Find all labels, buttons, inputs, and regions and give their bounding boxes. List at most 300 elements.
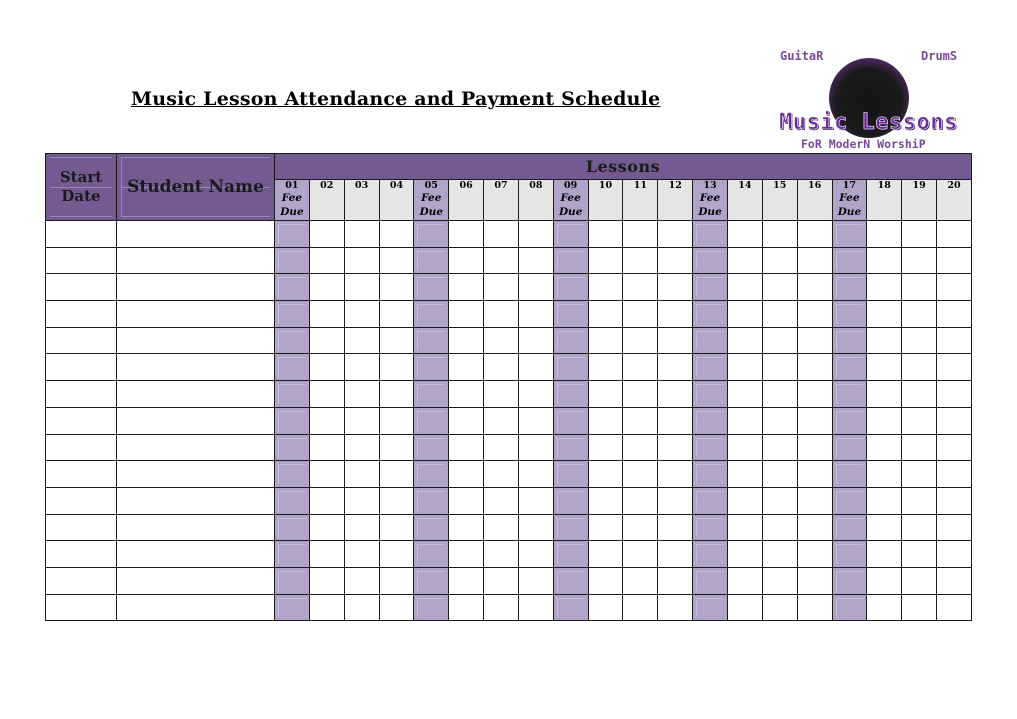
start-date-cell[interactable] — [46, 594, 117, 621]
lesson-cell-08[interactable] — [518, 514, 553, 541]
lesson-cell-05[interactable] — [414, 274, 449, 301]
lesson-cell-14[interactable] — [727, 221, 762, 248]
lesson-cell-19[interactable] — [902, 381, 937, 408]
lesson-cell-04[interactable] — [379, 594, 414, 621]
lesson-cell-02[interactable] — [309, 407, 344, 434]
lesson-cell-16[interactable] — [797, 274, 832, 301]
lesson-cell-10[interactable] — [588, 221, 623, 248]
lesson-cell-20[interactable] — [937, 354, 972, 381]
lesson-cell-13[interactable] — [693, 407, 728, 434]
lesson-cell-12[interactable] — [658, 221, 693, 248]
lesson-cell-14[interactable] — [727, 327, 762, 354]
lesson-cell-04[interactable] — [379, 461, 414, 488]
start-date-cell[interactable] — [46, 247, 117, 274]
lesson-cell-01[interactable] — [275, 327, 310, 354]
lesson-cell-07[interactable] — [484, 541, 519, 568]
lesson-cell-03[interactable] — [344, 461, 379, 488]
lesson-cell-13[interactable] — [693, 487, 728, 514]
lesson-cell-11[interactable] — [623, 274, 658, 301]
lesson-cell-20[interactable] — [937, 461, 972, 488]
lesson-cell-15[interactable] — [762, 327, 797, 354]
lesson-cell-05[interactable] — [414, 327, 449, 354]
lesson-cell-14[interactable] — [727, 247, 762, 274]
lesson-cell-08[interactable] — [518, 327, 553, 354]
lesson-cell-03[interactable] — [344, 407, 379, 434]
lesson-cell-03[interactable] — [344, 541, 379, 568]
lesson-cell-10[interactable] — [588, 567, 623, 594]
student-name-cell[interactable] — [117, 487, 275, 514]
lesson-cell-08[interactable] — [518, 407, 553, 434]
lesson-cell-02[interactable] — [309, 274, 344, 301]
lesson-cell-16[interactable] — [797, 247, 832, 274]
lesson-cell-17[interactable] — [832, 434, 867, 461]
lesson-cell-04[interactable] — [379, 434, 414, 461]
lesson-cell-11[interactable] — [623, 461, 658, 488]
student-name-cell[interactable] — [117, 301, 275, 328]
lesson-cell-06[interactable] — [449, 434, 484, 461]
lesson-cell-12[interactable] — [658, 354, 693, 381]
lesson-cell-18[interactable] — [867, 327, 902, 354]
lesson-cell-19[interactable] — [902, 461, 937, 488]
lesson-cell-17[interactable] — [832, 381, 867, 408]
lesson-cell-09[interactable] — [553, 514, 588, 541]
lesson-cell-18[interactable] — [867, 487, 902, 514]
lesson-cell-09[interactable] — [553, 301, 588, 328]
lesson-cell-18[interactable] — [867, 541, 902, 568]
lesson-cell-11[interactable] — [623, 247, 658, 274]
lesson-cell-08[interactable] — [518, 541, 553, 568]
lesson-cell-18[interactable] — [867, 221, 902, 248]
lesson-cell-06[interactable] — [449, 594, 484, 621]
lesson-cell-12[interactable] — [658, 381, 693, 408]
lesson-cell-03[interactable] — [344, 247, 379, 274]
lesson-cell-09[interactable] — [553, 407, 588, 434]
lesson-cell-16[interactable] — [797, 221, 832, 248]
lesson-cell-09[interactable] — [553, 354, 588, 381]
lesson-cell-07[interactable] — [484, 274, 519, 301]
lesson-cell-11[interactable] — [623, 354, 658, 381]
lesson-cell-19[interactable] — [902, 514, 937, 541]
lesson-cell-01[interactable] — [275, 274, 310, 301]
lesson-cell-19[interactable] — [902, 567, 937, 594]
lesson-cell-05[interactable] — [414, 541, 449, 568]
start-date-cell[interactable] — [46, 381, 117, 408]
lesson-cell-15[interactable] — [762, 514, 797, 541]
lesson-cell-15[interactable] — [762, 461, 797, 488]
lesson-cell-02[interactable] — [309, 221, 344, 248]
lesson-cell-04[interactable] — [379, 247, 414, 274]
lesson-cell-19[interactable] — [902, 594, 937, 621]
start-date-cell[interactable] — [46, 407, 117, 434]
lesson-cell-16[interactable] — [797, 461, 832, 488]
lesson-cell-11[interactable] — [623, 327, 658, 354]
lesson-cell-15[interactable] — [762, 567, 797, 594]
lesson-cell-05[interactable] — [414, 594, 449, 621]
lesson-cell-03[interactable] — [344, 381, 379, 408]
lesson-cell-12[interactable] — [658, 567, 693, 594]
lesson-cell-10[interactable] — [588, 487, 623, 514]
lesson-cell-11[interactable] — [623, 567, 658, 594]
lesson-cell-20[interactable] — [937, 274, 972, 301]
lesson-cell-12[interactable] — [658, 594, 693, 621]
lesson-cell-02[interactable] — [309, 461, 344, 488]
lesson-cell-20[interactable] — [937, 594, 972, 621]
lesson-cell-18[interactable] — [867, 354, 902, 381]
lesson-cell-02[interactable] — [309, 327, 344, 354]
lesson-cell-07[interactable] — [484, 247, 519, 274]
lesson-cell-15[interactable] — [762, 354, 797, 381]
lesson-cell-01[interactable] — [275, 221, 310, 248]
start-date-cell[interactable] — [46, 327, 117, 354]
lesson-cell-19[interactable] — [902, 541, 937, 568]
lesson-cell-19[interactable] — [902, 354, 937, 381]
lesson-cell-08[interactable] — [518, 301, 553, 328]
lesson-cell-06[interactable] — [449, 514, 484, 541]
lesson-cell-09[interactable] — [553, 461, 588, 488]
start-date-cell[interactable] — [46, 567, 117, 594]
lesson-cell-07[interactable] — [484, 514, 519, 541]
lesson-cell-04[interactable] — [379, 274, 414, 301]
lesson-cell-06[interactable] — [449, 327, 484, 354]
lesson-cell-20[interactable] — [937, 541, 972, 568]
lesson-cell-07[interactable] — [484, 221, 519, 248]
lesson-cell-10[interactable] — [588, 461, 623, 488]
lesson-cell-07[interactable] — [484, 567, 519, 594]
lesson-cell-06[interactable] — [449, 381, 484, 408]
lesson-cell-03[interactable] — [344, 274, 379, 301]
lesson-cell-02[interactable] — [309, 567, 344, 594]
student-name-cell[interactable] — [117, 381, 275, 408]
lesson-cell-17[interactable] — [832, 274, 867, 301]
lesson-cell-05[interactable] — [414, 221, 449, 248]
lesson-cell-02[interactable] — [309, 541, 344, 568]
lesson-cell-10[interactable] — [588, 274, 623, 301]
lesson-cell-03[interactable] — [344, 594, 379, 621]
lesson-cell-06[interactable] — [449, 567, 484, 594]
lesson-cell-15[interactable] — [762, 381, 797, 408]
lesson-cell-16[interactable] — [797, 327, 832, 354]
lesson-cell-09[interactable] — [553, 221, 588, 248]
lesson-cell-14[interactable] — [727, 461, 762, 488]
lesson-cell-14[interactable] — [727, 487, 762, 514]
lesson-cell-16[interactable] — [797, 567, 832, 594]
lesson-cell-11[interactable] — [623, 434, 658, 461]
lesson-cell-06[interactable] — [449, 461, 484, 488]
lesson-cell-18[interactable] — [867, 247, 902, 274]
lesson-cell-13[interactable] — [693, 461, 728, 488]
lesson-cell-13[interactable] — [693, 274, 728, 301]
lesson-cell-01[interactable] — [275, 514, 310, 541]
lesson-cell-19[interactable] — [902, 301, 937, 328]
lesson-cell-05[interactable] — [414, 487, 449, 514]
lesson-cell-01[interactable] — [275, 594, 310, 621]
lesson-cell-08[interactable] — [518, 354, 553, 381]
student-name-cell[interactable] — [117, 274, 275, 301]
lesson-cell-12[interactable] — [658, 327, 693, 354]
lesson-cell-04[interactable] — [379, 301, 414, 328]
lesson-cell-16[interactable] — [797, 541, 832, 568]
lesson-cell-11[interactable] — [623, 541, 658, 568]
lesson-cell-16[interactable] — [797, 354, 832, 381]
lesson-cell-11[interactable] — [623, 487, 658, 514]
lesson-cell-07[interactable] — [484, 461, 519, 488]
lesson-cell-19[interactable] — [902, 327, 937, 354]
lesson-cell-17[interactable] — [832, 327, 867, 354]
lesson-cell-18[interactable] — [867, 594, 902, 621]
lesson-cell-01[interactable] — [275, 461, 310, 488]
lesson-cell-08[interactable] — [518, 247, 553, 274]
lesson-cell-15[interactable] — [762, 274, 797, 301]
lesson-cell-05[interactable] — [414, 407, 449, 434]
lesson-cell-07[interactable] — [484, 327, 519, 354]
lesson-cell-17[interactable] — [832, 461, 867, 488]
lesson-cell-17[interactable] — [832, 567, 867, 594]
start-date-cell[interactable] — [46, 541, 117, 568]
lesson-cell-03[interactable] — [344, 434, 379, 461]
lesson-cell-08[interactable] — [518, 434, 553, 461]
lesson-cell-14[interactable] — [727, 381, 762, 408]
start-date-cell[interactable] — [46, 274, 117, 301]
lesson-cell-01[interactable] — [275, 247, 310, 274]
lesson-cell-14[interactable] — [727, 274, 762, 301]
lesson-cell-13[interactable] — [693, 327, 728, 354]
lesson-cell-13[interactable] — [693, 567, 728, 594]
lesson-cell-20[interactable] — [937, 247, 972, 274]
lesson-cell-18[interactable] — [867, 407, 902, 434]
lesson-cell-09[interactable] — [553, 327, 588, 354]
lesson-cell-13[interactable] — [693, 354, 728, 381]
lesson-cell-09[interactable] — [553, 381, 588, 408]
lesson-cell-18[interactable] — [867, 301, 902, 328]
lesson-cell-19[interactable] — [902, 247, 937, 274]
lesson-cell-16[interactable] — [797, 514, 832, 541]
lesson-cell-05[interactable] — [414, 514, 449, 541]
lesson-cell-19[interactable] — [902, 274, 937, 301]
lesson-cell-06[interactable] — [449, 487, 484, 514]
lesson-cell-13[interactable] — [693, 514, 728, 541]
lesson-cell-17[interactable] — [832, 247, 867, 274]
lesson-cell-20[interactable] — [937, 221, 972, 248]
lesson-cell-08[interactable] — [518, 487, 553, 514]
lesson-cell-09[interactable] — [553, 594, 588, 621]
lesson-cell-09[interactable] — [553, 434, 588, 461]
lesson-cell-02[interactable] — [309, 434, 344, 461]
lesson-cell-13[interactable] — [693, 381, 728, 408]
lesson-cell-20[interactable] — [937, 514, 972, 541]
lesson-cell-17[interactable] — [832, 514, 867, 541]
lesson-cell-08[interactable] — [518, 594, 553, 621]
lesson-cell-16[interactable] — [797, 487, 832, 514]
lesson-cell-13[interactable] — [693, 594, 728, 621]
lesson-cell-02[interactable] — [309, 354, 344, 381]
student-name-cell[interactable] — [117, 594, 275, 621]
lesson-cell-12[interactable] — [658, 274, 693, 301]
lesson-cell-11[interactable] — [623, 407, 658, 434]
lesson-cell-04[interactable] — [379, 487, 414, 514]
lesson-cell-18[interactable] — [867, 461, 902, 488]
lesson-cell-01[interactable] — [275, 354, 310, 381]
lesson-cell-15[interactable] — [762, 407, 797, 434]
lesson-cell-14[interactable] — [727, 407, 762, 434]
lesson-cell-04[interactable] — [379, 514, 414, 541]
lesson-cell-14[interactable] — [727, 594, 762, 621]
lesson-cell-01[interactable] — [275, 301, 310, 328]
lesson-cell-17[interactable] — [832, 301, 867, 328]
lesson-cell-05[interactable] — [414, 301, 449, 328]
start-date-cell[interactable] — [46, 487, 117, 514]
lesson-cell-15[interactable] — [762, 487, 797, 514]
lesson-cell-16[interactable] — [797, 301, 832, 328]
lesson-cell-07[interactable] — [484, 487, 519, 514]
lesson-cell-12[interactable] — [658, 514, 693, 541]
lesson-cell-03[interactable] — [344, 327, 379, 354]
lesson-cell-06[interactable] — [449, 221, 484, 248]
lesson-cell-18[interactable] — [867, 381, 902, 408]
lesson-cell-13[interactable] — [693, 301, 728, 328]
start-date-cell[interactable] — [46, 434, 117, 461]
student-name-cell[interactable] — [117, 541, 275, 568]
lesson-cell-15[interactable] — [762, 247, 797, 274]
lesson-cell-20[interactable] — [937, 487, 972, 514]
lesson-cell-09[interactable] — [553, 274, 588, 301]
lesson-cell-05[interactable] — [414, 354, 449, 381]
lesson-cell-01[interactable] — [275, 407, 310, 434]
lesson-cell-08[interactable] — [518, 381, 553, 408]
student-name-cell[interactable] — [117, 327, 275, 354]
lesson-cell-17[interactable] — [832, 487, 867, 514]
lesson-cell-20[interactable] — [937, 301, 972, 328]
lesson-cell-07[interactable] — [484, 354, 519, 381]
lesson-cell-01[interactable] — [275, 381, 310, 408]
lesson-cell-19[interactable] — [902, 434, 937, 461]
lesson-cell-12[interactable] — [658, 301, 693, 328]
lesson-cell-14[interactable] — [727, 354, 762, 381]
lesson-cell-07[interactable] — [484, 407, 519, 434]
start-date-cell[interactable] — [46, 301, 117, 328]
lesson-cell-20[interactable] — [937, 567, 972, 594]
lesson-cell-02[interactable] — [309, 247, 344, 274]
lesson-cell-15[interactable] — [762, 434, 797, 461]
student-name-cell[interactable] — [117, 514, 275, 541]
lesson-cell-05[interactable] — [414, 247, 449, 274]
lesson-cell-02[interactable] — [309, 301, 344, 328]
student-name-cell[interactable] — [117, 221, 275, 248]
lesson-cell-12[interactable] — [658, 407, 693, 434]
start-date-cell[interactable] — [46, 514, 117, 541]
student-name-cell[interactable] — [117, 407, 275, 434]
lesson-cell-18[interactable] — [867, 434, 902, 461]
lesson-cell-04[interactable] — [379, 354, 414, 381]
lesson-cell-10[interactable] — [588, 381, 623, 408]
lesson-cell-12[interactable] — [658, 434, 693, 461]
lesson-cell-03[interactable] — [344, 514, 379, 541]
lesson-cell-20[interactable] — [937, 327, 972, 354]
lesson-cell-05[interactable] — [414, 434, 449, 461]
lesson-cell-10[interactable] — [588, 407, 623, 434]
lesson-cell-10[interactable] — [588, 301, 623, 328]
lesson-cell-06[interactable] — [449, 274, 484, 301]
lesson-cell-17[interactable] — [832, 407, 867, 434]
lesson-cell-08[interactable] — [518, 567, 553, 594]
lesson-cell-02[interactable] — [309, 514, 344, 541]
lesson-cell-13[interactable] — [693, 247, 728, 274]
lesson-cell-11[interactable] — [623, 514, 658, 541]
lesson-cell-01[interactable] — [275, 541, 310, 568]
lesson-cell-05[interactable] — [414, 567, 449, 594]
lesson-cell-01[interactable] — [275, 434, 310, 461]
lesson-cell-06[interactable] — [449, 301, 484, 328]
lesson-cell-17[interactable] — [832, 594, 867, 621]
lesson-cell-18[interactable] — [867, 274, 902, 301]
lesson-cell-05[interactable] — [414, 461, 449, 488]
lesson-cell-02[interactable] — [309, 487, 344, 514]
lesson-cell-06[interactable] — [449, 247, 484, 274]
lesson-cell-07[interactable] — [484, 301, 519, 328]
start-date-cell[interactable] — [46, 461, 117, 488]
lesson-cell-12[interactable] — [658, 487, 693, 514]
lesson-cell-14[interactable] — [727, 514, 762, 541]
lesson-cell-16[interactable] — [797, 407, 832, 434]
lesson-cell-02[interactable] — [309, 381, 344, 408]
lesson-cell-12[interactable] — [658, 247, 693, 274]
lesson-cell-11[interactable] — [623, 381, 658, 408]
lesson-cell-09[interactable] — [553, 487, 588, 514]
student-name-cell[interactable] — [117, 434, 275, 461]
lesson-cell-17[interactable] — [832, 221, 867, 248]
lesson-cell-10[interactable] — [588, 247, 623, 274]
lesson-cell-10[interactable] — [588, 434, 623, 461]
lesson-cell-04[interactable] — [379, 407, 414, 434]
lesson-cell-14[interactable] — [727, 434, 762, 461]
lesson-cell-04[interactable] — [379, 381, 414, 408]
student-name-cell[interactable] — [117, 567, 275, 594]
lesson-cell-03[interactable] — [344, 221, 379, 248]
lesson-cell-10[interactable] — [588, 354, 623, 381]
lesson-cell-11[interactable] — [623, 221, 658, 248]
lesson-cell-03[interactable] — [344, 354, 379, 381]
lesson-cell-11[interactable] — [623, 594, 658, 621]
student-name-cell[interactable] — [117, 461, 275, 488]
start-date-cell[interactable] — [46, 221, 117, 248]
lesson-cell-10[interactable] — [588, 594, 623, 621]
lesson-cell-16[interactable] — [797, 381, 832, 408]
lesson-cell-15[interactable] — [762, 541, 797, 568]
lesson-cell-12[interactable] — [658, 461, 693, 488]
lesson-cell-06[interactable] — [449, 541, 484, 568]
lesson-cell-04[interactable] — [379, 541, 414, 568]
lesson-cell-10[interactable] — [588, 541, 623, 568]
lesson-cell-14[interactable] — [727, 301, 762, 328]
lesson-cell-20[interactable] — [937, 434, 972, 461]
lesson-cell-03[interactable] — [344, 567, 379, 594]
lesson-cell-18[interactable] — [867, 514, 902, 541]
lesson-cell-04[interactable] — [379, 327, 414, 354]
lesson-cell-16[interactable] — [797, 594, 832, 621]
lesson-cell-19[interactable] — [902, 487, 937, 514]
lesson-cell-10[interactable] — [588, 327, 623, 354]
lesson-cell-13[interactable] — [693, 541, 728, 568]
lesson-cell-04[interactable] — [379, 221, 414, 248]
lesson-cell-11[interactable] — [623, 301, 658, 328]
lesson-cell-08[interactable] — [518, 274, 553, 301]
lesson-cell-14[interactable] — [727, 541, 762, 568]
lesson-cell-08[interactable] — [518, 221, 553, 248]
lesson-cell-15[interactable] — [762, 221, 797, 248]
lesson-cell-03[interactable] — [344, 301, 379, 328]
lesson-cell-10[interactable] — [588, 514, 623, 541]
student-name-cell[interactable] — [117, 354, 275, 381]
lesson-cell-03[interactable] — [344, 487, 379, 514]
